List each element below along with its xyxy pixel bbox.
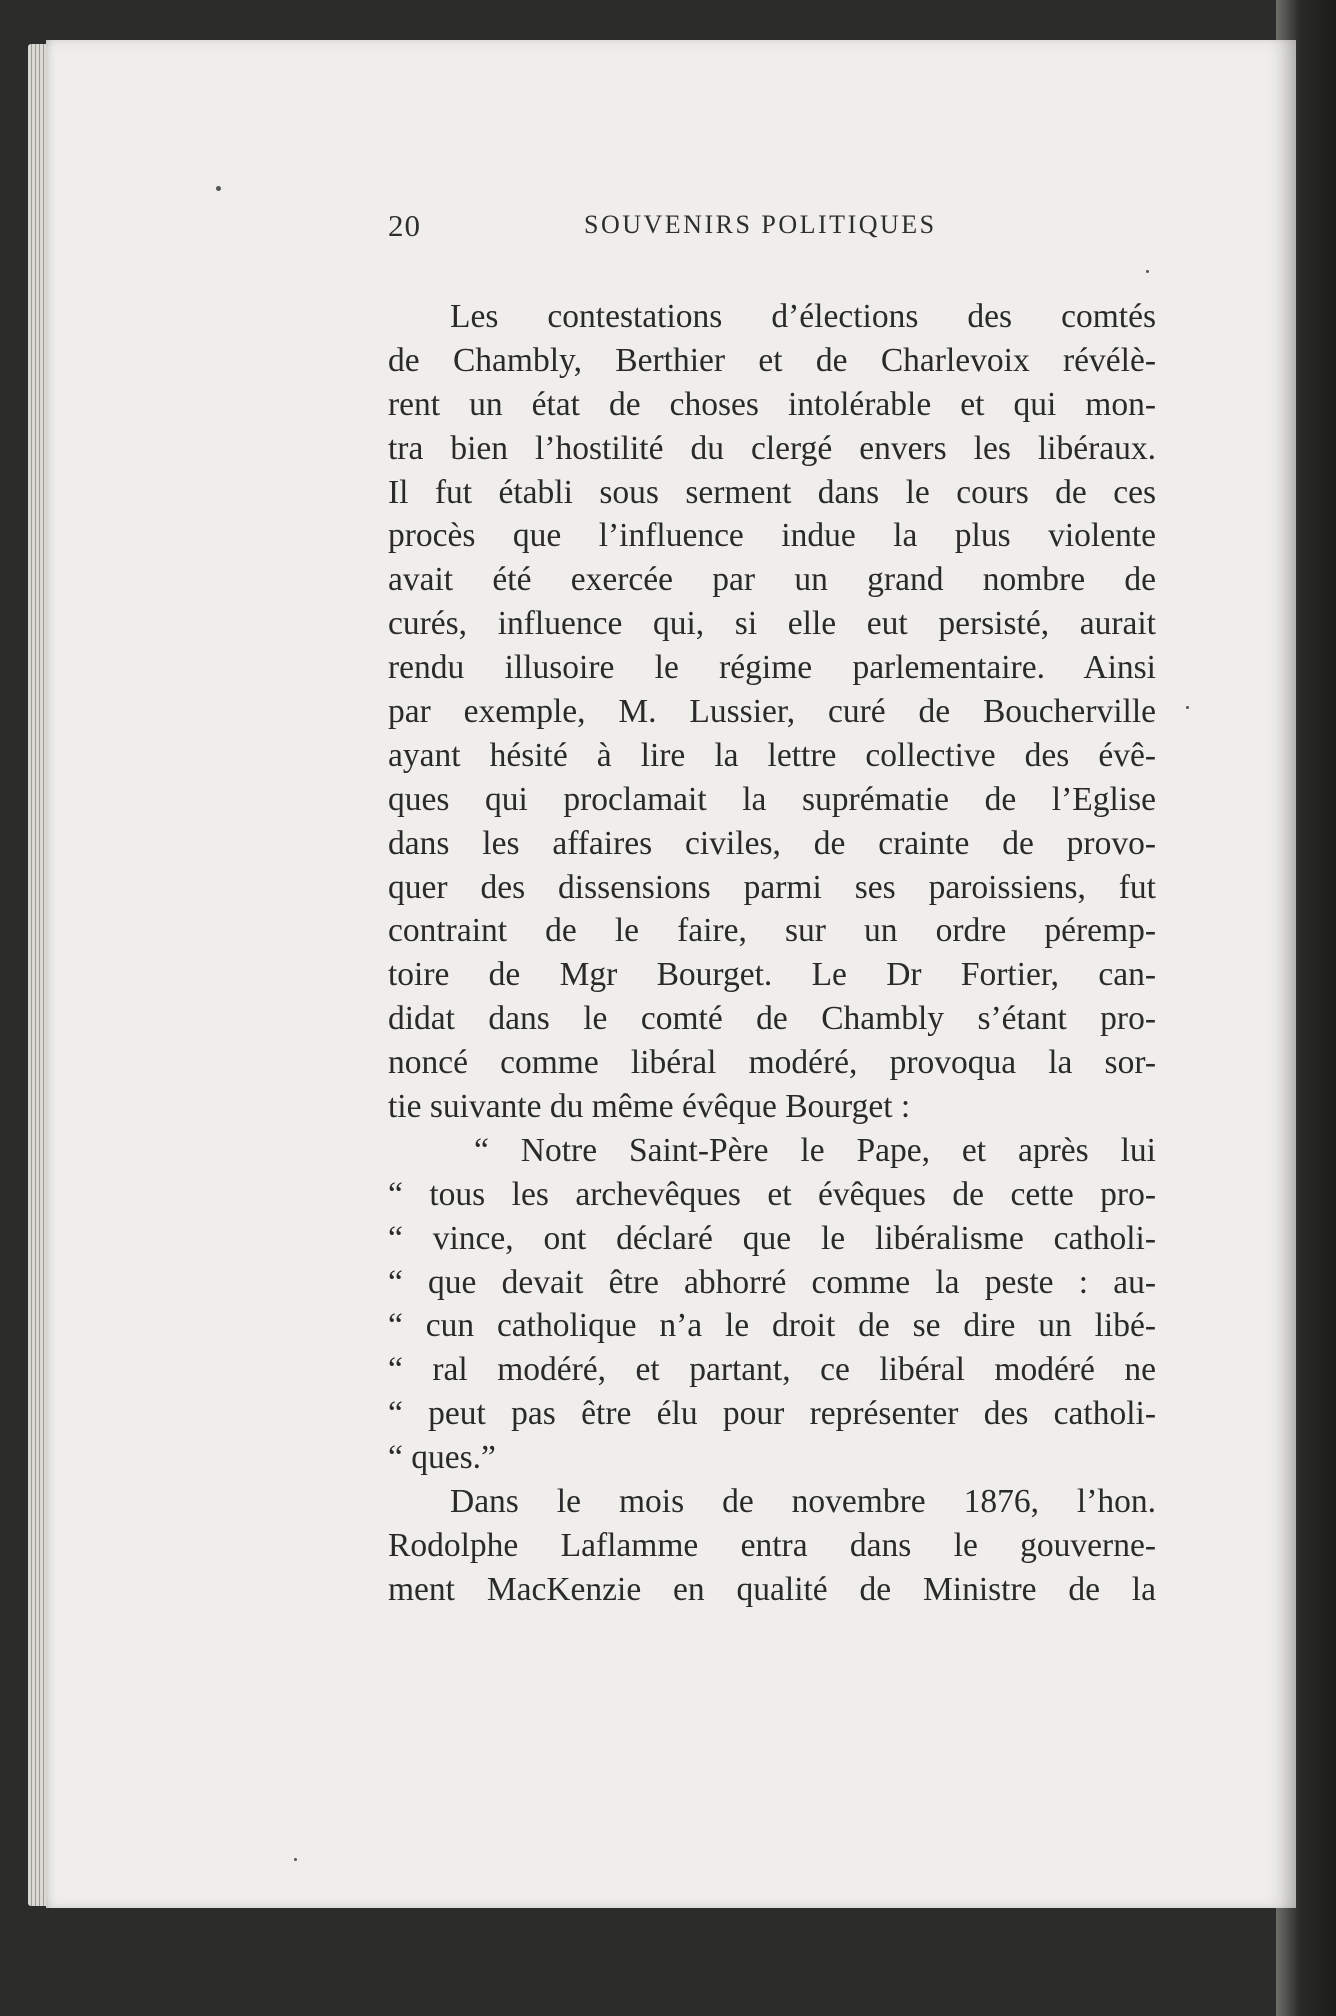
text-line: Les contestations d’élections des comtés [450, 298, 1156, 335]
text-line: curés, influence qui, si elle eut persisté, aurait [388, 605, 1156, 643]
text-line: rendu illusoire le régime parlementaire. Ainsi [388, 649, 1156, 687]
text-line: quer des dissensions parmi ses paroissiens, fut [388, 868, 1156, 906]
text-line: dans les affaires civiles, de crainte de provo- [388, 824, 1156, 862]
text-line: Dans le mois de novembre 1876, l’hon. [450, 1483, 1156, 1521]
text-line: tra bien l’hostilité du clergé envers les libéraux. [388, 429, 1156, 467]
text-line: Rodolphe Laflamme entra dans le gouverne- [388, 1526, 1156, 1564]
text-line: Il fut établi sous serment dans le cours de ces [388, 473, 1156, 511]
quote-line: “ ral modéré, et partant, ce libéral modéré ne [388, 1351, 1156, 1389]
quote-line: “ vince, ont déclaré que le libéralisme catholi- [388, 1219, 1156, 1257]
text-line: procès que l’influence indue la plus violente [388, 517, 1156, 555]
running-head [388, 208, 1146, 248]
text-line: ayant hésité à lire la lettre collective des évê- [388, 736, 1156, 774]
text-line: tie suivante du même évêque Bourget : [388, 1088, 911, 1126]
scan-speck [1146, 270, 1149, 273]
quote-line: “ cun catholique n’a le droit de se dire un libé- [388, 1307, 1156, 1345]
text-line: de Chambly, Berthier et de Charlevoix révélè- [388, 341, 1156, 379]
quote-line: “ que devait être abhorré comme la peste : au- [388, 1263, 1156, 1301]
page-number: 20 [388, 208, 421, 243]
text-line: par exemple, M. Lussier, curé de Boucherville [388, 693, 1156, 731]
scan-speck [294, 1858, 297, 1861]
scan-speck [216, 186, 221, 191]
text-line: contraint de le faire, sur un ordre péremp- [388, 912, 1156, 950]
text-line: didat dans le comté de Chambly s’étant pro- [388, 1000, 1156, 1038]
text-line: rent un état de choses intolérable et qui mon- [388, 385, 1156, 423]
quote-line: “ Notre Saint-Père le Pape, et après lui [474, 1131, 1156, 1169]
running-title: SOUVENIRS POLITIQUES [584, 210, 937, 239]
text-line: ques qui proclamait la suprématie de l’Eglise [388, 780, 1156, 818]
text-line: toire de Mgr Bourget. Le Dr Fortier, can- [388, 956, 1156, 994]
quote-line: “ tous les archevêques et évêques de cette pro- [388, 1175, 1156, 1213]
text-line: noncé comme libéral modéré, provoqua la sor- [388, 1044, 1156, 1082]
text-line: avait été exercée par un grand nombre de [388, 561, 1156, 599]
text-line: ment MacKenzie en qualité de Ministre de la [388, 1570, 1156, 1608]
quote-line: “ ques.” [388, 1439, 496, 1477]
quote-line: “ peut pas être élu pour représenter des catholi- [388, 1395, 1156, 1433]
body-text [388, 295, 1156, 1612]
scan-speck [1186, 706, 1189, 709]
